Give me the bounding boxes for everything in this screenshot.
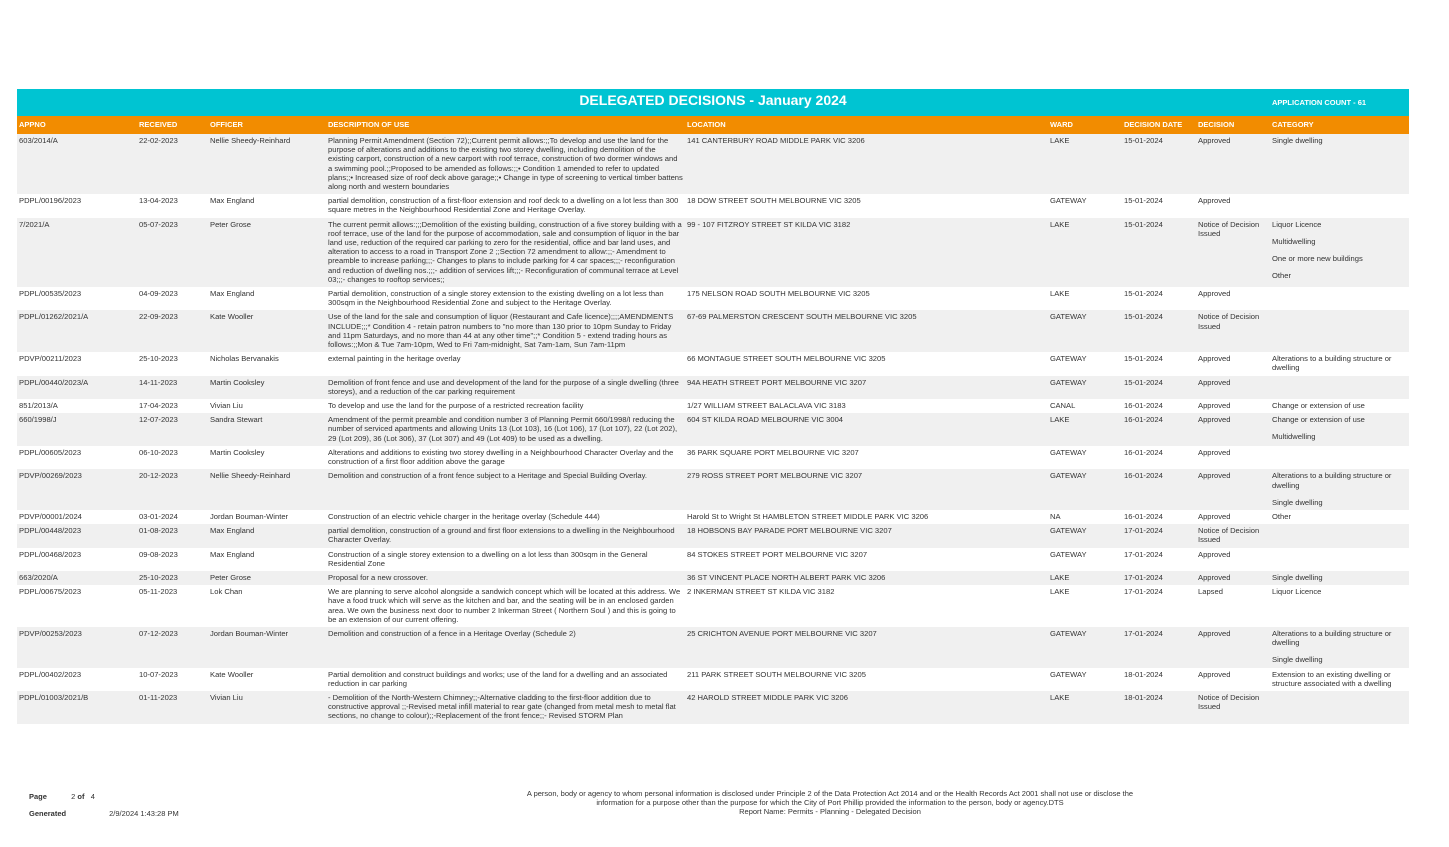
cell-ward: LAKE <box>1048 134 1122 194</box>
cell-received: 06-10-2023 <box>137 446 208 469</box>
cell-decision: Approved <box>1196 413 1270 446</box>
cell-officer: Kate Wooller <box>208 668 326 691</box>
page-total: 4 <box>90 792 95 801</box>
application-count: APPLICATION COUNT - 61 <box>1272 98 1367 107</box>
cell-received: 04-09-2023 <box>137 287 208 310</box>
cell-received: 05-11-2023 <box>137 585 208 627</box>
cell-description: Demolition of front fence and use and development of the land for the purpose of a single dwelling (three storeys), and a reduction of the car parking requirement <box>326 376 685 399</box>
cell-officer: Nellie Sheedy-Reinhard <box>208 469 326 510</box>
cell-description: Demolition and construction of a fence in a Heritage Overlay (Schedule 2) <box>326 627 685 668</box>
generated-label: Generated <box>29 809 67 818</box>
page-footer-info <box>29 792 179 826</box>
cell-description: external painting in the heritage overlay <box>326 352 685 375</box>
category-item: Single dwelling <box>1272 136 1323 145</box>
cell-ward: LAKE <box>1048 218 1122 287</box>
cell-decision: Approved <box>1196 571 1270 585</box>
cell-ward: LAKE <box>1048 585 1122 627</box>
cell-decision-date: 15-01-2024 <box>1122 310 1196 352</box>
cell-officer: Max England <box>208 548 326 571</box>
cell-ward: GATEWAY <box>1048 194 1122 217</box>
cell-description: partial demolition, construction of a ground and first floor extensions to a dwelling in the Neighbourhood Character Overlay. <box>326 524 685 547</box>
cell-ward: CANAL <box>1048 399 1122 413</box>
cell-category <box>1270 134 1409 194</box>
cell-decision: Notice of Decision Issued <box>1196 691 1270 724</box>
page-label: Page <box>29 792 47 801</box>
cell-category <box>1270 691 1409 724</box>
privacy-notice <box>520 789 1140 816</box>
table-row <box>17 469 1409 510</box>
cell-received: 10-07-2023 <box>137 668 208 691</box>
cell-received: 20-12-2023 <box>137 469 208 510</box>
cell-ward: GATEWAY <box>1048 627 1122 668</box>
cell-appno: PDPL/00468/2023 <box>17 548 137 571</box>
cell-appno: PDPL/00196/2023 <box>17 194 137 217</box>
category-item: Single dwelling <box>1272 497 1323 507</box>
table-row <box>17 691 1409 724</box>
table-row <box>17 524 1409 547</box>
cell-description: Amendment of the permit preamble and condition number 3 of Planning Permit 660/1998/I reducing the number of serviced apartments and allowing Units 13 (Lot 103), 16 (Lot 106), 17 (Lot 107), 22 (Lot 202), 29 (Lot 209), 36 (Lot 306), 37 (Lot 307) and 49 (Lot 409) to be used as a dwelling. <box>326 413 685 446</box>
cell-appno: PDPL/00675/2023 <box>17 585 137 627</box>
cell-location: 141 CANTERBURY ROAD MIDDLE PARK VIC 3206 <box>685 134 1048 194</box>
cell-category <box>1270 399 1409 413</box>
table-row <box>17 134 1409 194</box>
table-header-row <box>17 116 1409 134</box>
cell-description: The current permit allows:;;;Demolition of the existing building, construction of a five storey building with a roof terrace, use of the land for the purpose of accommodation, sale and consumption of liquor in the bar land use, reduction of the required car parking to zero for the residential, office and bar land uses, and alteration to access to a road in Transport Zone 2 ;;Section 72 amendment to allow:;;- Amendment to preamble to increase parking;;;- Changes to plans to include parking for 4 car spaces;;;- reconfiguration and reduction of dwelling nos.;;;- addition of services lift;;;- Reconfiguration of communal terrace at Level 03;;;- changes to rooftop services;; <box>326 218 685 287</box>
cell-appno: PDVP/00269/2023 <box>17 469 137 510</box>
cell-received: 01-08-2023 <box>137 524 208 547</box>
cell-decision-date: 17-01-2024 <box>1122 524 1196 547</box>
table-row <box>17 585 1409 627</box>
category-item: Change or extension of use <box>1272 401 1365 411</box>
category-item: Alterations to a building structure or dwelling <box>1272 471 1392 490</box>
cell-location: 1/27 WILLIAM STREET BALACLAVA VIC 3183 <box>685 399 1048 413</box>
cell-decision-date: 15-01-2024 <box>1122 352 1196 375</box>
cell-description: Proposal for a new crossover. <box>326 571 685 585</box>
category-item: Other <box>1272 511 1291 521</box>
cell-description: Use of the land for the sale and consumption of liquor (Restaurant and Cafe licence);;;;AMENDMENTS INCLUDE;;;* Condition 4 - retain patron numbers to "no more than 130 prior to 10pm Sunday to Friday and 11pm Saturdays, and no more than 44 at any other time";;* Condition 5 - extend trading hours as follows:;;Mon & Tue 7am-10pm, Wed to Fri 7am-midnight, Sat 7am-1am, Sun 7am-11pm <box>326 310 685 352</box>
cell-officer: Martin Cooksley <box>208 376 326 399</box>
cell-ward: GATEWAY <box>1048 469 1122 510</box>
delegated-decisions-report <box>17 89 1409 724</box>
cell-location: 67-69 PALMERSTON CRESCENT SOUTH MELBOURNE VIC 3205 <box>685 310 1048 352</box>
cell-received: 09-08-2023 <box>137 548 208 571</box>
cell-received: 13-04-2023 <box>137 194 208 217</box>
category-item: Other <box>1272 271 1291 281</box>
cell-decision: Approved <box>1196 399 1270 413</box>
cell-category <box>1270 376 1409 399</box>
cell-category <box>1270 287 1409 310</box>
cell-location: 84 STOKES STREET PORT MELBOURNE VIC 3207 <box>685 548 1048 571</box>
cell-location: 66 MONTAGUE STREET SOUTH MELBOURNE VIC 3205 <box>685 352 1048 375</box>
cell-decision: Approved <box>1196 287 1270 310</box>
cell-category <box>1270 469 1409 510</box>
cell-appno: PDPL/00448/2023 <box>17 524 137 547</box>
cell-officer: Vivian Liu <box>208 691 326 724</box>
table-row <box>17 399 1409 413</box>
category-item: Change or extension of use <box>1272 415 1365 425</box>
column-header-officer: OFFICER <box>208 116 326 134</box>
cell-location: 279 ROSS STREET PORT MELBOURNE VIC 3207 <box>685 469 1048 510</box>
cell-ward: LAKE <box>1048 691 1122 724</box>
cell-decision: Approved <box>1196 376 1270 399</box>
cell-appno: PDPL/00440/2023/A <box>17 376 137 399</box>
cell-decision: Approved <box>1196 668 1270 691</box>
cell-decision: Lapsed <box>1196 585 1270 627</box>
cell-location: 42 HAROLD STREET MIDDLE PARK VIC 3206 <box>685 691 1048 724</box>
cell-description: Demolition and construction of a front fence subject to a Heritage and Special Building Overlay. <box>326 469 685 510</box>
category-item: One or more new buildings <box>1272 254 1363 264</box>
cell-category <box>1270 310 1409 352</box>
cell-officer: Max England <box>208 524 326 547</box>
cell-category <box>1270 668 1409 691</box>
cell-description: - Demolition of the North-Western Chimney;;-Alternative cladding to the first-floor addition due to constructive approval ;;-Revised metal infill material to rear gate (changed from metal mesh to metal flat sections, no change to colour);;-Replacement of the front fence;;- Revised STORM Plan <box>326 691 685 724</box>
cell-location: 94A HEATH STREET PORT MELBOURNE VIC 3207 <box>685 376 1048 399</box>
cell-appno: PDPL/00535/2023 <box>17 287 137 310</box>
cell-received: 01-11-2023 <box>137 691 208 724</box>
cell-decision: Approved <box>1196 194 1270 217</box>
cell-decision-date: 17-01-2024 <box>1122 571 1196 585</box>
cell-ward: GATEWAY <box>1048 310 1122 352</box>
cell-officer: Peter Grose <box>208 571 326 585</box>
cell-ward: GATEWAY <box>1048 524 1122 547</box>
cell-appno: PDPL/00402/2023 <box>17 668 137 691</box>
cell-appno: PDPL/01003/2021/B <box>17 691 137 724</box>
cell-category <box>1270 627 1409 668</box>
cell-appno: 7/2021/A <box>17 218 137 287</box>
cell-ward: LAKE <box>1048 571 1122 585</box>
cell-received: 25-10-2023 <box>137 571 208 585</box>
cell-decision-date: 16-01-2024 <box>1122 413 1196 446</box>
category-item: Liquor Licence <box>1272 587 1322 597</box>
cell-ward: LAKE <box>1048 287 1122 310</box>
column-header-category: CATEGORY <box>1270 116 1409 134</box>
cell-decision-date: 17-01-2024 <box>1122 627 1196 668</box>
column-header-received: RECEIVED <box>137 116 208 134</box>
category-item: Multidwelling <box>1272 432 1316 442</box>
cell-description: Partial demolition, construction of a single storey extension to the existing dwelling on a lot less than 300sqm in the Neighbourhood Residential Zone and subject to the Heritage Overlay. <box>326 287 685 310</box>
cell-appno: PDVP/00211/2023 <box>17 352 137 375</box>
cell-received: 22-09-2023 <box>137 310 208 352</box>
cell-category <box>1270 510 1409 524</box>
cell-location: Harold St to Wright St HAMBLETON STREET MIDDLE PARK VIC 3206 <box>685 510 1048 524</box>
privacy-note-text: A person, body or agency to whom personal information is disclosed under Principle 2 of the Data Protection Act 2014 and or the Health Records Act 2001 shall not use or disclose the information for a purpose other than the purpose for which the City of Port Phillip provided the information to the person, body or agency.DTS <box>526 789 1134 807</box>
column-header-location: LOCATION <box>685 116 1048 134</box>
report-title: DELEGATED DECISIONS - January 2024 <box>579 92 847 108</box>
cell-category <box>1270 413 1409 446</box>
cell-decision-date: 16-01-2024 <box>1122 469 1196 510</box>
cell-officer: Lok Chan <box>208 585 326 627</box>
cell-decision: Approved <box>1196 352 1270 375</box>
cell-category <box>1270 585 1409 627</box>
cell-decision-date: 16-01-2024 <box>1122 510 1196 524</box>
cell-ward: GATEWAY <box>1048 446 1122 469</box>
page-number: 2 <box>71 792 76 801</box>
cell-location: 18 DOW STREET SOUTH MELBOURNE VIC 3205 <box>685 194 1048 217</box>
cell-decision-date: 16-01-2024 <box>1122 446 1196 469</box>
cell-officer: Martin Cooksley <box>208 446 326 469</box>
cell-decision: Approved <box>1196 627 1270 668</box>
cell-decision-date: 15-01-2024 <box>1122 218 1196 287</box>
generated-timestamp: 2/9/2024 1:43:28 PM <box>109 809 179 818</box>
table-row <box>17 668 1409 691</box>
cell-location: 2 INKERMAN STREET ST KILDA VIC 3182 <box>685 585 1048 627</box>
cell-officer: Jordan Bouman-Winter <box>208 627 326 668</box>
table-row <box>17 194 1409 217</box>
cell-received: 14-11-2023 <box>137 376 208 399</box>
cell-ward: GATEWAY <box>1048 668 1122 691</box>
cell-location: 18 HOBSONS BAY PARADE PORT MELBOURNE VIC 3207 <box>685 524 1048 547</box>
cell-decision: Approved <box>1196 510 1270 524</box>
cell-decision: Notice of Decision Issued <box>1196 524 1270 547</box>
cell-category <box>1270 218 1409 287</box>
category-item: Single dwelling <box>1272 572 1323 582</box>
cell-officer: Nellie Sheedy-Reinhard <box>208 134 326 194</box>
cell-ward: LAKE <box>1048 413 1122 446</box>
column-header-appno: APPNO <box>17 116 137 134</box>
cell-appno: 660/1998/J <box>17 413 137 446</box>
cell-category <box>1270 446 1409 469</box>
cell-appno: PDVP/00253/2023 <box>17 627 137 668</box>
cell-description: Planning Permit Amendment (Section 72);;Current permit allows:;;To develop and use the land for the purpose of alterations and additions to the existing two storey dwelling, including demolition of the existing carport, construction of a new carport with roof terrace, construction of two dormer windows and a swimming pool.;;Proposed to be amended as follows:;;• Condition 1 amended to refer to updated plans;;• Increased size of roof deck above garage;;• Change in type of screening to vertical timber battens along north and western boundaries <box>326 134 685 194</box>
cell-appno: PDPL/01262/2021/A <box>17 310 137 352</box>
table-row <box>17 413 1409 446</box>
category-item: Single dwelling <box>1272 655 1323 665</box>
table-row <box>17 627 1409 668</box>
cell-decision: Approved <box>1196 548 1270 571</box>
cell-officer: Peter Grose <box>208 218 326 287</box>
cell-decision: Approved <box>1196 446 1270 469</box>
cell-decision: Notice of Decision Issued <box>1196 218 1270 287</box>
cell-description: We are planning to serve alcohol alongside a sandwich concept which will be located at this address. We have a food truck which will serve as the kitchen and bar, and the seating will be in an enclosed garden area. We own the business next door to number 2 Inkerman Street ( Northern Soul ) and this is going to be an extension of our current offering. <box>326 585 685 627</box>
decisions-table <box>17 116 1409 724</box>
cell-category <box>1270 548 1409 571</box>
cell-decision-date: 18-01-2024 <box>1122 668 1196 691</box>
cell-description: Construction of a single storey extension to a dwelling on a lot less than 300sqm in the General Residential Zone <box>326 548 685 571</box>
cell-decision: Notice of Decision Issued <box>1196 310 1270 352</box>
cell-decision-date: 16-01-2024 <box>1122 399 1196 413</box>
cell-ward: GATEWAY <box>1048 352 1122 375</box>
category-item: Alterations to a building structure or dwelling <box>1272 354 1392 373</box>
cell-received: 03-01-2024 <box>137 510 208 524</box>
table-body <box>17 134 1409 724</box>
cell-officer: Nicholas Bervanakis <box>208 352 326 375</box>
table-row <box>17 352 1409 375</box>
category-item: Multidwelling <box>1272 236 1316 246</box>
report-name: Report Name: Permits - Planning - Delegated Decision <box>739 807 921 816</box>
report-title-bar <box>17 89 1409 116</box>
cell-officer: Jordan Bouman-Winter <box>208 510 326 524</box>
cell-category <box>1270 524 1409 547</box>
category-item: Extension to an existing dwelling or structure associated with a dwelling <box>1272 669 1392 688</box>
cell-officer: Max England <box>208 287 326 310</box>
cell-officer: Max England <box>208 194 326 217</box>
cell-description: partial demolition, construction of a first-floor extension and roof deck to a dwelling on a lot less than 300 square metres in the Neighbourhood Residential Zone and Heritage Overlay. <box>326 194 685 217</box>
page-of-label: of <box>77 792 85 801</box>
cell-ward: NA <box>1048 510 1122 524</box>
column-header-decision: DECISION <box>1196 116 1270 134</box>
table-row <box>17 310 1409 352</box>
cell-description: Alterations and additions to existing two storey dwelling in a Neighbourhood Character Overlay and the construction of a first floor addition above the garage <box>326 446 685 469</box>
cell-decision-date: 15-01-2024 <box>1122 376 1196 399</box>
table-row <box>17 287 1409 310</box>
cell-received: 05-07-2023 <box>137 218 208 287</box>
table-row <box>17 571 1409 585</box>
cell-description: Partial demolition and construct buildings and works; use of the land for a dwelling and an associated reduction in car parking <box>326 668 685 691</box>
cell-appno: 603/2014/A <box>17 134 137 194</box>
column-header-decision-date: DECISION DATE <box>1122 116 1196 134</box>
cell-location: 211 PARK STREET SOUTH MELBOURNE VIC 3205 <box>685 668 1048 691</box>
cell-description: To develop and use the land for the purpose of a restricted recreation facility <box>326 399 685 413</box>
column-header-description: DESCRIPTION OF USE <box>326 116 685 134</box>
cell-received: 17-04-2023 <box>137 399 208 413</box>
cell-location: 604 ST KILDA ROAD MELBOURNE VIC 3004 <box>685 413 1048 446</box>
cell-location: 36 PARK SQUARE PORT MELBOURNE VIC 3207 <box>685 446 1048 469</box>
cell-decision-date: 18-01-2024 <box>1122 691 1196 724</box>
cell-appno: PDPL/00605/2023 <box>17 446 137 469</box>
table-row <box>17 446 1409 469</box>
table-row <box>17 510 1409 524</box>
cell-location: 175 NELSON ROAD SOUTH MELBOURNE VIC 3205 <box>685 287 1048 310</box>
cell-category <box>1270 352 1409 375</box>
cell-location: 25 CRICHTON AVENUE PORT MELBOURNE VIC 3207 <box>685 627 1048 668</box>
cell-decision: Approved <box>1196 134 1270 194</box>
cell-decision-date: 17-01-2024 <box>1122 585 1196 627</box>
cell-decision-date: 15-01-2024 <box>1122 287 1196 310</box>
cell-received: 22-02-2023 <box>137 134 208 194</box>
cell-received: 25-10-2023 <box>137 352 208 375</box>
cell-ward: GATEWAY <box>1048 548 1122 571</box>
column-header-ward: WARD <box>1048 116 1122 134</box>
cell-officer: Sandra Stewart <box>208 413 326 446</box>
cell-category <box>1270 194 1409 217</box>
cell-location: 36 ST VINCENT PLACE NORTH ALBERT PARK VIC 3206 <box>685 571 1048 585</box>
cell-appno: 663/2020/A <box>17 571 137 585</box>
cell-description: Construction of an electric vehicle charger in the heritage overlay (Schedule 444) <box>326 510 685 524</box>
category-item: Liquor Licence <box>1272 219 1322 229</box>
table-row <box>17 376 1409 399</box>
cell-location: 99 - 107 FITZROY STREET ST KILDA VIC 3182 <box>685 218 1048 287</box>
cell-received: 12-07-2023 <box>137 413 208 446</box>
cell-category <box>1270 571 1409 585</box>
cell-decision-date: 15-01-2024 <box>1122 134 1196 194</box>
cell-ward: GATEWAY <box>1048 376 1122 399</box>
cell-appno: 851/2013/A <box>17 399 137 413</box>
cell-officer: Vivian Liu <box>208 399 326 413</box>
cell-received: 07-12-2023 <box>137 627 208 668</box>
category-item: Alterations to a building structure or dwelling <box>1272 628 1392 648</box>
cell-appno: PDVP/00001/2024 <box>17 510 137 524</box>
table-row <box>17 218 1409 287</box>
cell-decision: Approved <box>1196 469 1270 510</box>
cell-decision-date: 17-01-2024 <box>1122 548 1196 571</box>
cell-officer: Kate Wooller <box>208 310 326 352</box>
table-row <box>17 548 1409 571</box>
cell-decision-date: 15-01-2024 <box>1122 194 1196 217</box>
